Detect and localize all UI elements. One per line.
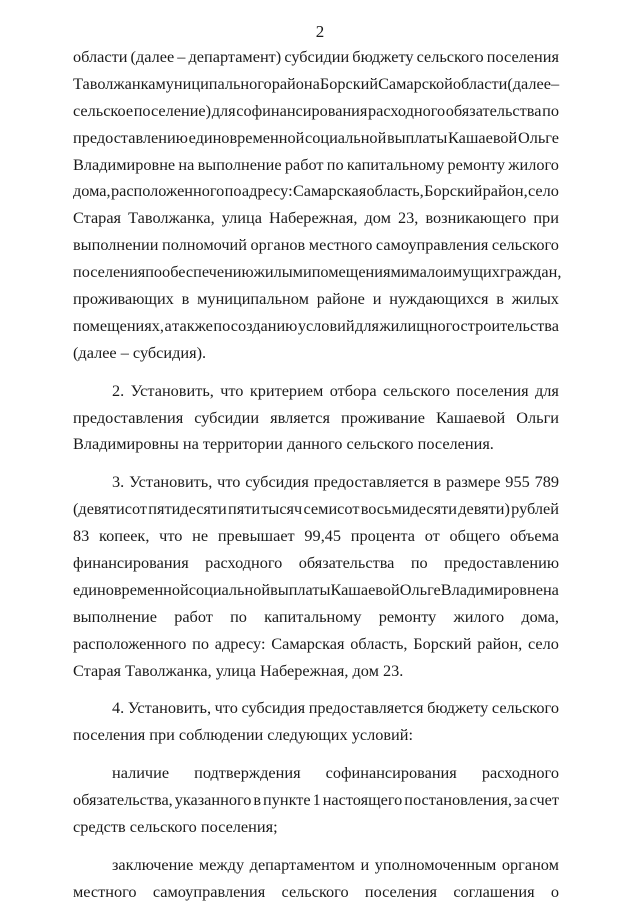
paragraph (73, 378, 559, 459)
text-line: сельское поселение) для софинансирования расходного обязательства по (73, 100, 559, 120)
paragraph (73, 760, 559, 841)
text-line: обязательства, указанного в пункте 1 настоящего постановления, за счет (73, 790, 559, 810)
text-line: поселения при соблюдении следующих условий: (73, 725, 413, 745)
paragraph (73, 44, 562, 367)
text-line: Таволжанка муниципального района Борский Самарской области (далее – (73, 73, 560, 93)
text-line: предоставлению единовременной социальной выплаты Кашаевой Ольге (73, 127, 559, 147)
text-line: (девятисот пятидесяти пяти тысяч семисот восьмидесяти девяти) рублей (73, 499, 559, 519)
text-line: заключение между департаментом и уполномоченным органом (112, 854, 559, 874)
text-line: поселения по обеспечению жилыми помещениями малоимущих граждан, (73, 262, 562, 282)
text-line: выполнении полномочий органов местного самоуправления сельского (73, 235, 559, 255)
document-body (73, 44, 562, 906)
text-line: проживающих в муниципальном районе и нуждающихся в жилых (73, 289, 559, 309)
paragraph (73, 695, 559, 749)
text-line: помещениях, а также по созданию условий для жилищного строительства (73, 315, 559, 335)
page-number: 2 (315, 22, 325, 41)
paragraph (73, 852, 559, 906)
paragraph (73, 469, 559, 684)
text-line: средств сельского поселения; (73, 817, 278, 837)
text-line: 3. Установить, что субсидия предоставляется в размере 955 789 (112, 472, 559, 492)
text-line: 2. Установить, что критерием отбора сельского поселения для (112, 380, 559, 400)
text-line: (далее – субсидия). (73, 342, 207, 362)
text-line: Старая Таволжанка, улица Набережная, дом 23, возникающего при (73, 208, 559, 228)
text-line: Старая Таволжанка, улица Набережная, дом 23. (73, 660, 404, 680)
text-line: 4. Установить, что субсидия предоставляется бюджету сельского (112, 698, 559, 718)
text-line: предоставления субсидии является проживание Кашаевой Ольги (73, 407, 559, 427)
text-line: финансирования расходного обязательства по предоставлению (73, 553, 559, 573)
text-line: выполнение работ по капитальному ремонту жилого дома, (73, 606, 559, 626)
text-line: расположенного по адресу: Самарская область, Борский район, село (73, 633, 559, 653)
text-line: области (далее – департамент) субсидии бюджету сельского поселения (73, 47, 559, 66)
text-line: Владимировны на территории данного сельского поселения. (73, 434, 494, 454)
text-line: 83 копеек, что не превышает 99,45 процента от общего объема (73, 526, 559, 546)
text-line: наличие подтверждения софинансирования расходного (112, 763, 559, 783)
text-line: Владимировне на выполнение работ по капитальному ремонту жилого (73, 154, 559, 174)
text-line: единовременной социальной выплаты Кашаевой Ольге Владимировне на (73, 579, 559, 599)
text-line: местного самоуправления сельского поселения соглашения о (73, 881, 559, 901)
text-line: дома, расположенного по адресу: Самарская область, Борский район, село (73, 181, 559, 201)
